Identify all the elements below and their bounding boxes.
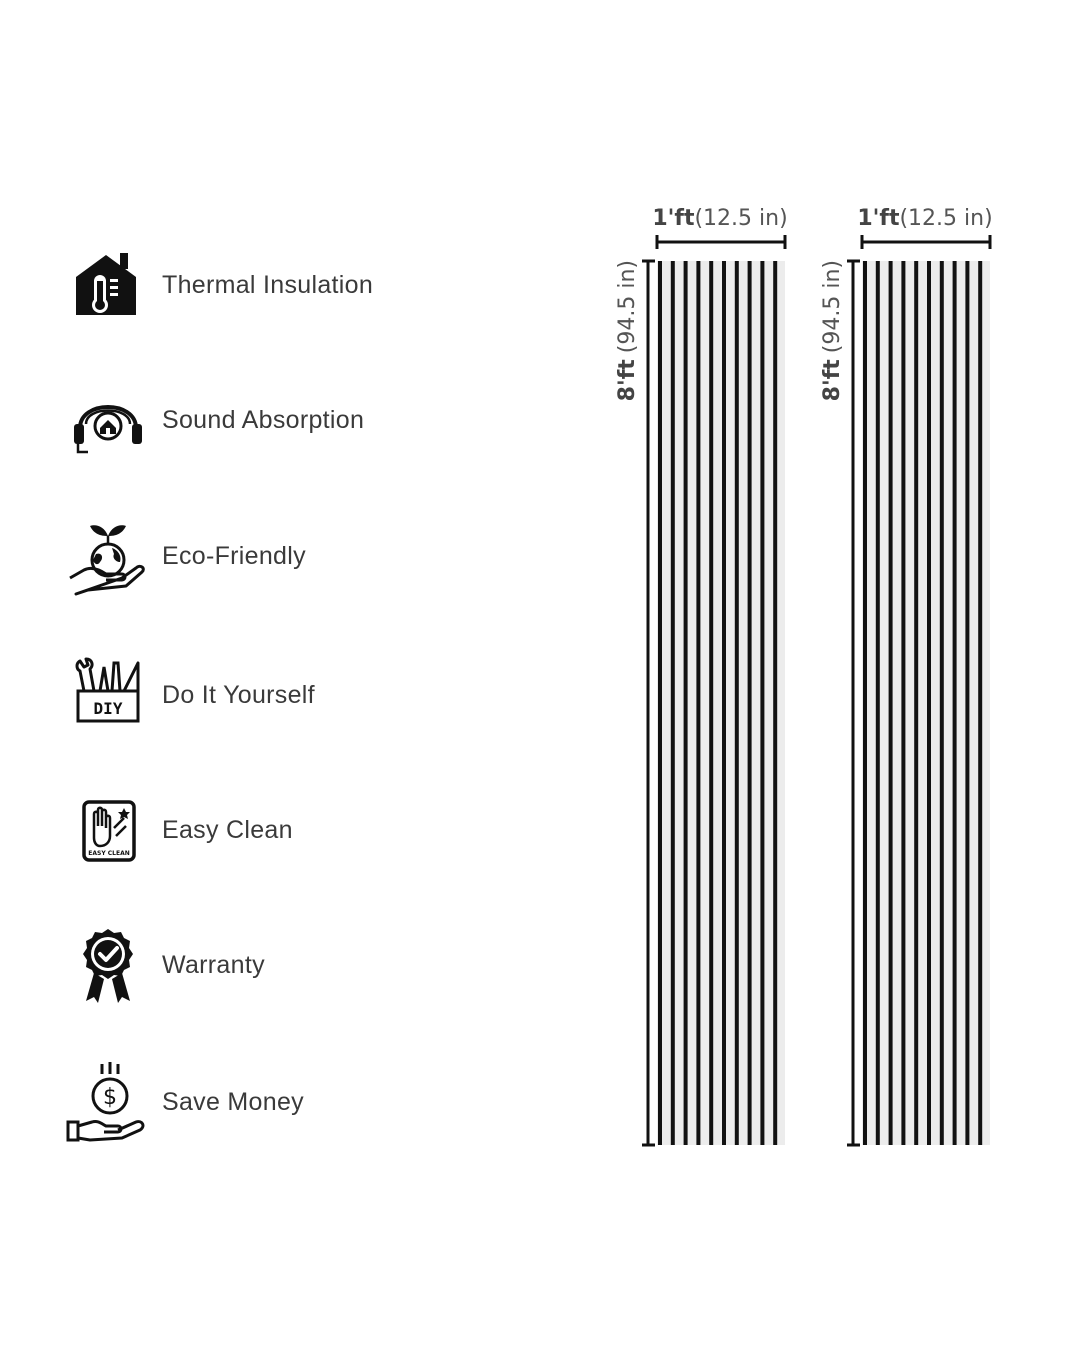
hand-globe-plant-icon <box>66 511 158 601</box>
headphones-house-icon <box>66 375 158 465</box>
feature-label: Easy Clean <box>162 815 293 844</box>
feature-label: Thermal Insulation <box>162 270 374 299</box>
panel-1-height-detail: (94.5 in) <box>615 260 640 354</box>
slat <box>658 261 662 1145</box>
panel-1-height-label <box>615 260 640 401</box>
panel-diagrams <box>600 190 1020 1160</box>
feature-sound-absorption <box>66 375 486 465</box>
slat <box>965 261 969 1145</box>
feature-warranty <box>66 920 486 1010</box>
feature-label: Save Money <box>162 1087 304 1116</box>
feature-thermal-insulation <box>66 240 486 330</box>
thermometer-house-icon <box>66 240 158 330</box>
feature-eco-friendly <box>66 511 486 601</box>
slat <box>953 261 957 1145</box>
panel-1-height-bracket <box>642 261 655 1145</box>
slat <box>671 261 675 1145</box>
panel-2-width-detail: (12.5 in) <box>899 206 993 231</box>
panel-1-width-label <box>652 206 787 231</box>
feature-label: Sound Absorption <box>162 405 365 434</box>
diy-tools-box-icon <box>66 650 158 740</box>
panel-2-width-bracket <box>862 235 990 249</box>
slat <box>735 261 739 1145</box>
panel-1-width-detail: (12.5 in) <box>694 206 788 231</box>
slat <box>914 261 918 1145</box>
slat <box>684 261 688 1145</box>
panel-2-height-detail: (94.5 in) <box>820 260 845 354</box>
panel-1-width-bracket <box>657 235 785 249</box>
feature-save-money <box>66 1057 486 1147</box>
slat <box>709 261 713 1145</box>
panel-2-body <box>862 261 990 1145</box>
feature-easy-clean <box>66 785 486 875</box>
panel-2 <box>820 206 993 1145</box>
slat <box>901 261 905 1145</box>
panel-1-width-bold: 1'ft <box>652 206 695 231</box>
coin-hand-icon <box>66 1057 158 1147</box>
feature-label: Eco-Friendly <box>162 541 306 570</box>
panel-1 <box>615 206 788 1145</box>
slat <box>773 261 777 1145</box>
slat <box>978 261 982 1145</box>
slat <box>748 261 752 1145</box>
slat <box>876 261 880 1145</box>
slat <box>760 261 764 1145</box>
panel-2-height-label <box>820 260 845 401</box>
easy-clean-hand-icon <box>66 785 158 875</box>
dollar-sign: $ <box>103 1085 117 1110</box>
slat <box>722 261 726 1145</box>
slat <box>696 261 700 1145</box>
easy-clean-text: EASY CLEAN <box>88 850 130 857</box>
slat <box>927 261 931 1145</box>
slat <box>940 261 944 1145</box>
panel-1-body <box>657 261 785 1145</box>
panel-2-height-bold: 8'ft <box>820 359 845 402</box>
panel-2-height-bracket <box>847 261 860 1145</box>
feature-label: Do It Yourself <box>162 680 315 709</box>
feature-label: Warranty <box>162 950 265 979</box>
panel-2-width-label <box>857 206 992 231</box>
slat <box>889 261 893 1145</box>
panel-1-height-bold: 8'ft <box>615 359 640 402</box>
diy-text: DIY <box>93 699 123 718</box>
warranty-badge-icon <box>66 920 158 1010</box>
slat <box>863 261 867 1145</box>
feature-do-it-yourself <box>66 650 486 740</box>
panel-2-width-bold: 1'ft <box>857 206 900 231</box>
